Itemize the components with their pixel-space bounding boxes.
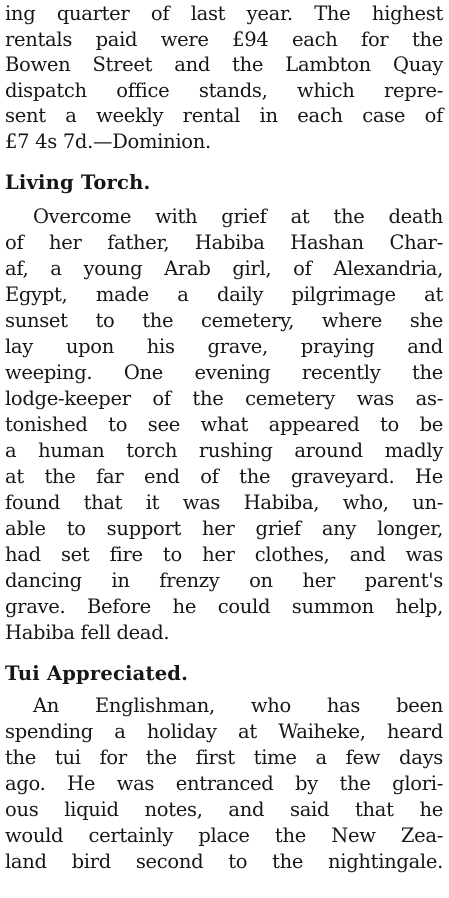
text-line: ous liquid notes, and said that he xyxy=(5,798,443,821)
text-line: Overcome with grief at the death xyxy=(33,205,443,228)
text-line: An Englishman, who has been xyxy=(33,694,443,717)
text-line: the tui for the first time a few days xyxy=(5,746,443,769)
text-line: weeping. One evening recently the xyxy=(5,361,443,384)
text-line: would certainly place the New Zea- xyxy=(5,824,443,847)
text-line: af, a young Arab girl, of Alexandria, xyxy=(5,257,443,280)
text-line: grave. Before he could summon help, xyxy=(5,595,443,618)
text-line: sunset to the cemetery, where she xyxy=(5,309,443,332)
text-line: had set fire to her clothes, and was xyxy=(5,543,443,566)
article-heading: Living Torch. xyxy=(5,171,151,194)
text-line: lay upon his grave, praying and xyxy=(5,335,443,358)
text-line: able to support her grief any longer, xyxy=(5,517,443,540)
text-line: Habiba fell dead. xyxy=(5,621,170,644)
text-line: spending a holiday at Waiheke, heard xyxy=(5,720,443,743)
text-line: tonished to see what appeared to be xyxy=(5,413,443,436)
text-line: at the far end of the graveyard. He xyxy=(5,465,443,488)
text-line: a human torch rushing around madly xyxy=(5,439,443,462)
text-line: dispatch office stands, which repre- xyxy=(5,79,443,102)
text-line: found that it was Habiba, who, un- xyxy=(5,491,443,514)
text-line: ago. He was entranced by the glori- xyxy=(5,772,443,795)
text-line: dancing in frenzy on her parent's xyxy=(5,569,443,592)
text-line: of her father, Habiba Hashan Char- xyxy=(5,231,443,254)
article-heading: Tui Appreciated. xyxy=(5,662,189,685)
text-line: sent a weekly rental in each case of xyxy=(5,104,443,127)
text-line: ing quarter of last year. The highest xyxy=(5,2,443,25)
text-line: Bowen Street and the Lambton Quay xyxy=(5,53,443,76)
text-line: lodge-keeper of the cemetery was as- xyxy=(5,387,443,410)
text-line: land bird second to the nightingale. xyxy=(5,850,443,873)
text-line: Egypt, made a daily pilgrimage at xyxy=(5,283,443,306)
text-line: £7 4s 7d.—Dominion. xyxy=(5,130,211,153)
text-line: rentals paid were £94 each for the xyxy=(5,28,443,51)
